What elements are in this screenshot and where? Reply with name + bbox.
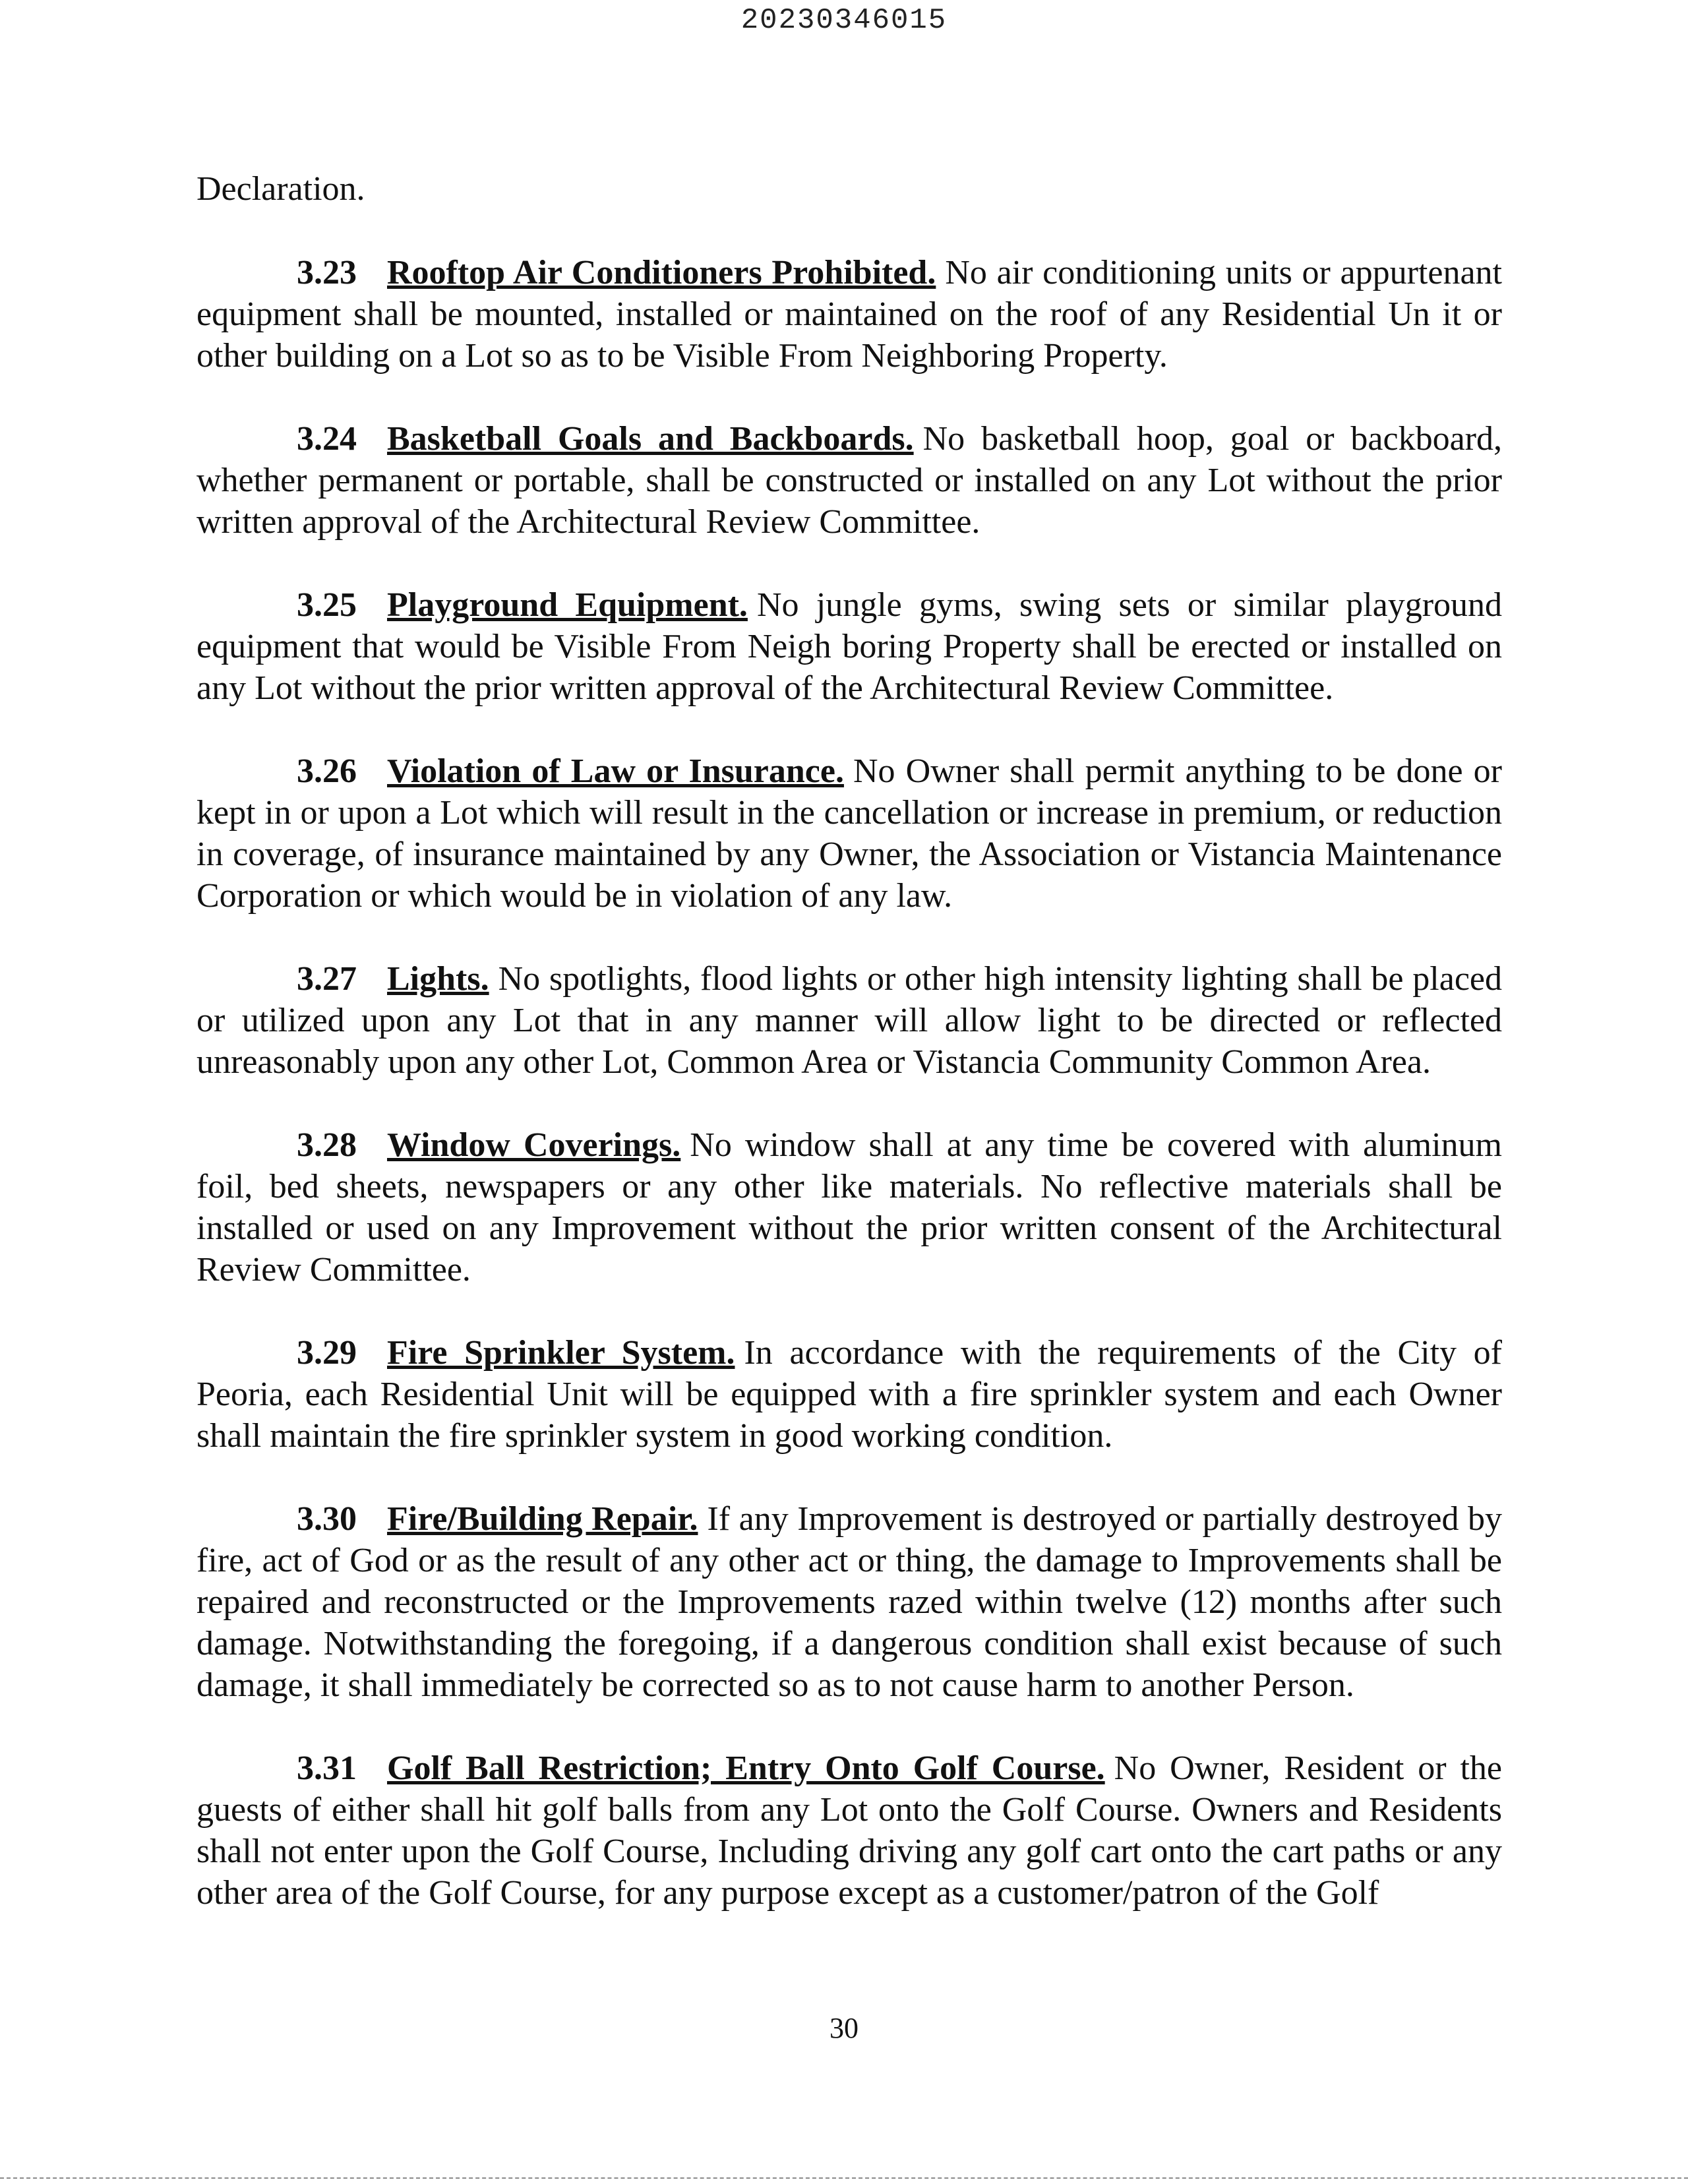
section-title: Lights. — [387, 960, 489, 998]
section-3-30 — [196, 1498, 1502, 1706]
section-3-27 — [196, 958, 1502, 1083]
section-number: 3.31 — [297, 1749, 357, 1787]
section-number: 3.26 — [297, 752, 357, 790]
section-number: 3.23 — [297, 254, 357, 291]
section-body: In accordance with the requirements of the City of Peoria, each Residential Unit will be equipped with a fire sprinkler system and each Owner shall maintain the fire sprinkler system in good working condition. — [196, 1334, 1502, 1455]
section-body: No basketball hoop, goal or backboard, whether permanent or portable, shall be constructed or installed on any Lot without the prior written approval of the Architectural Review Committee. — [196, 420, 1502, 541]
section-title: Playground Equipment. — [387, 586, 748, 624]
section-body: No Owner, Resident or the guests of either shall hit golf balls from any Lot onto the Golf Course. Owners and Residents shall not enter upon the Golf Course, Including driving any golf cart onto the cart paths or any other area of the Golf Course, for any purpose except as a customer/patron of the Golf — [196, 1749, 1502, 1912]
section-body: No window shall at any time be covered with aluminum foil, bed sheets, newspapers or any other like materials. No reflective materials shall be installed or used on any Improvement without the prior written consent of the Architectural Review Committee. — [196, 1126, 1502, 1289]
section-title: Window Coverings. — [387, 1126, 681, 1164]
section-number: 3.25 — [297, 586, 357, 624]
section-title: Basketball Goals and Backboards. — [387, 420, 914, 458]
section-title: Golf Ball Restriction; Entry Onto Golf Course. — [387, 1749, 1105, 1787]
section-body: No spotlights, flood lights or other high intensity lighting shall be placed or utilized upon any Lot that in any manner will allow light to be directed or reflected unreasonably upon any other Lot, Common Area or Vistancia Community Common Area. — [196, 960, 1502, 1081]
section-body: If any Improvement is destroyed or partially destroyed by fire, act of God or as the result of any other act or thing, the damage to Improvements shall be repaired and reconstructed or the Improvements razed within twelve (12) months after such damage. Notwithstanding the foregoing, if a dangerous condition shall exist because of such damage, it shall immediately be corrected so as to not cause harm to another Person. — [196, 1500, 1502, 1704]
section-body: No Owner shall permit anything to be done or kept in or upon a Lot which will result in the cancellation or increase in premium, or reduction in coverage, of insurance maintained by any Owner, the Association or Vistancia Maintenance Corporation or which would be in violation of any law. — [196, 752, 1503, 915]
section-number: 3.24 — [297, 420, 357, 458]
document-number: 20230346015 — [740, 4, 948, 37]
section-body: No air conditioning units or appurtenant equipment shall be mounted, installed or maintained on the roof of any Residential Un it or other building on a Lot so as to be Visible From Neighboring Property. — [196, 254, 1502, 375]
section-title: Rooftop Air Conditioners Prohibited. — [387, 254, 936, 291]
section-3-23 — [196, 252, 1502, 377]
section-number: 3.29 — [297, 1334, 357, 1372]
section-title: Violation of Law or Insurance. — [387, 752, 844, 790]
scan-edge-divider — [0, 2177, 1688, 2179]
section-3-25 — [196, 584, 1502, 709]
section-3-26 — [196, 750, 1502, 917]
section-number: 3.27 — [297, 960, 357, 998]
page-number: 30 — [829, 2012, 859, 2044]
intro-text: Declaration. — [196, 170, 365, 208]
section-body: No jungle gyms, swing sets or similar playground equipment that would be Visible From Neigh boring Property shall be erected or installed on any Lot without the prior written approval of the Architectural Review Committee. — [196, 586, 1503, 707]
section-number: 3.28 — [297, 1126, 357, 1164]
section-title: Fire/Building Repair. — [387, 1500, 698, 1538]
section-3-24 — [196, 418, 1502, 543]
section-title: Fire Sprinkler System. — [387, 1334, 735, 1372]
section-3-31 — [196, 1747, 1502, 1914]
section-3-29 — [196, 1332, 1502, 1457]
section-number: 3.30 — [297, 1500, 357, 1538]
section-3-28 — [196, 1124, 1502, 1290]
page-content — [196, 168, 1502, 1955]
